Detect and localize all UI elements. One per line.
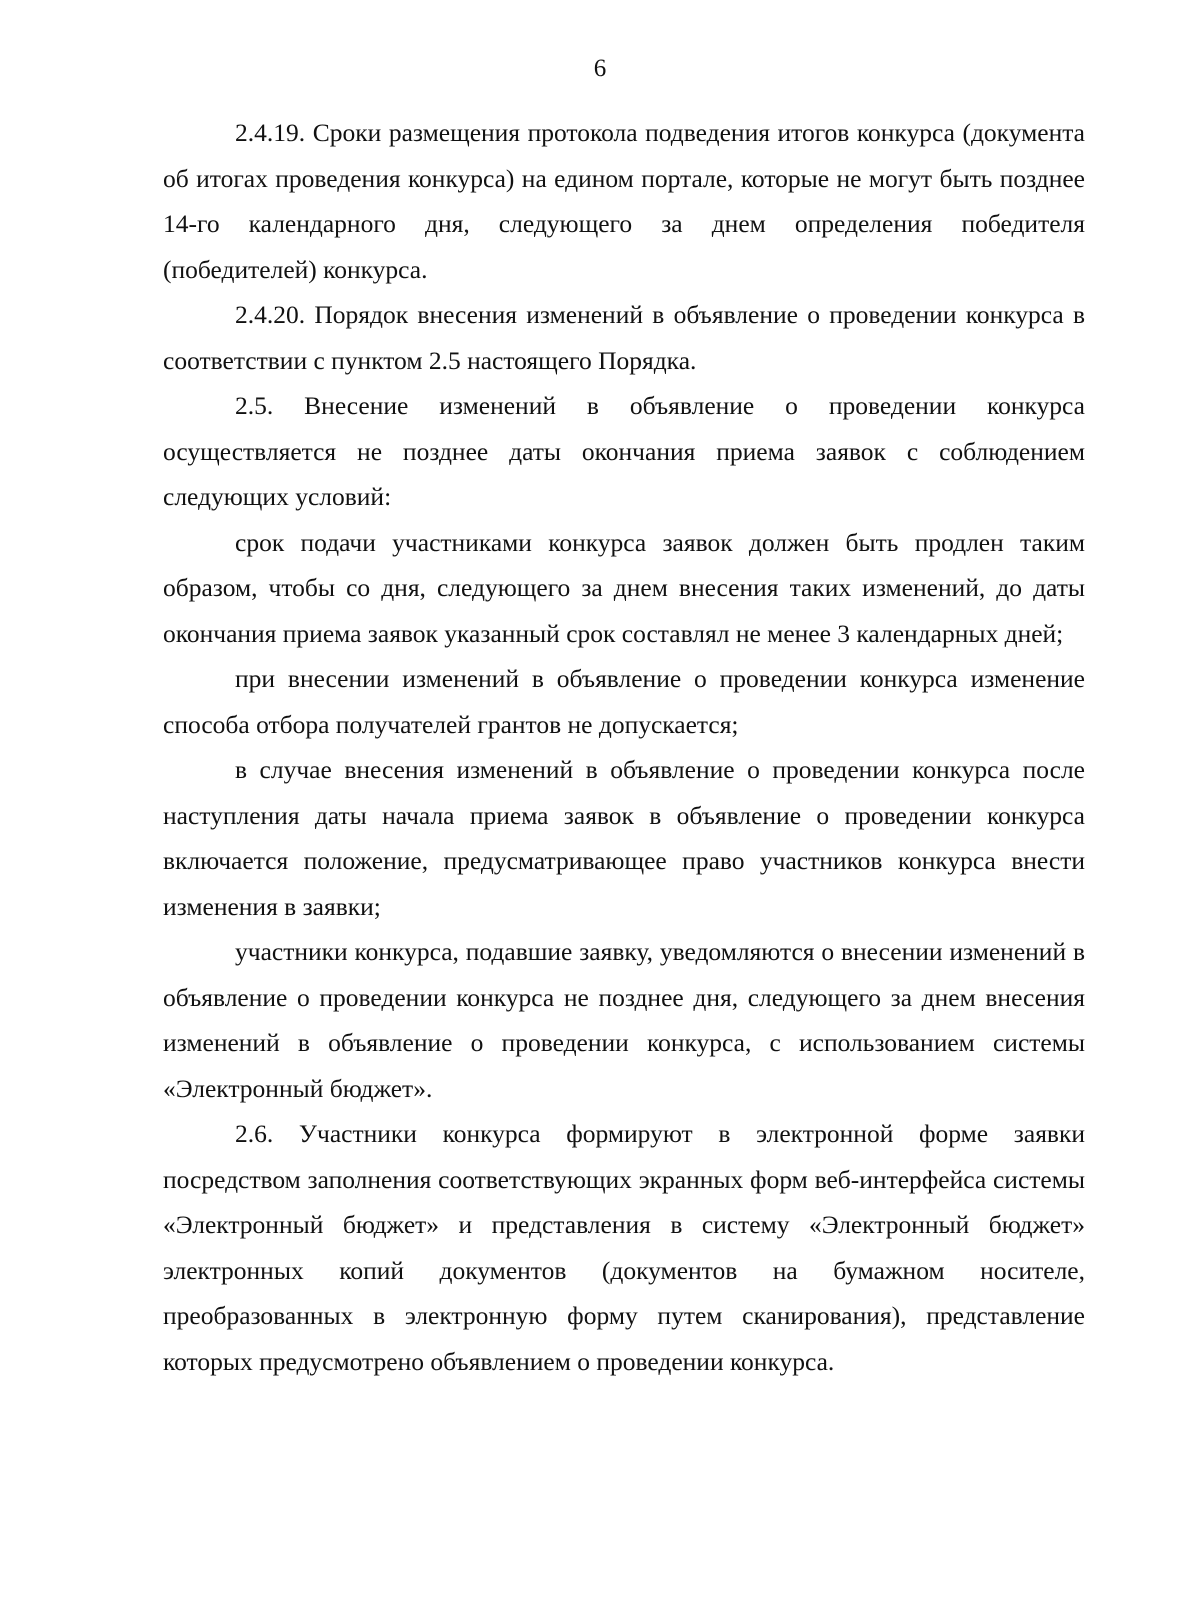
paragraph-2-6: 2.6. Участники конкурса формируют в электронной форме заявки посредством заполнения соответствующих экранных форм веб-интерфейса системы «Электронный бюджет» и представления в систему «Электронный бюджет» электронных копий документов (документов на бумажном носителе, преобразованных в электронную форму путем сканирования), представление которых предусмотрено объявлением о проведении конкурса. (163, 1119, 1085, 1376)
page-number: 6 (593, 55, 607, 82)
paragraph-condition-notification: участники конкурса, подавшие заявку, уведомляются о внесении изменений в объявление о проведении конкурса не позднее дня, следующего за днем внесения изменений в объявление о проведении конкурса, с использованием системы «Электронный бюджет». (163, 937, 1085, 1103)
paragraph-condition-amendment: в случае внесения изменений в объявление о проведении конкурса после наступления даты начала приема заявок в объявление о проведении конкурса включается положение, предусматривающее право участников конкурса внести изменения в заявки; (163, 755, 1085, 921)
document-body (163, 110, 1085, 1384)
paragraph-condition-method: при внесении изменений в объявление о проведении конкурса изменение способа отбора получателей грантов не допускается; (163, 664, 1085, 739)
paragraph-2-5: 2.5. Внесение изменений в объявление о проведении конкурса осуществляется не позднее даты окончания приема заявок с соблюдением следующих условий: (163, 391, 1085, 511)
paragraph-2-4-19: 2.4.19. Сроки размещения протокола подведения итогов конкурса (документа об итогах проведения конкурса) на едином портале, которые не могут быть позднее 14-го календарного дня, следующего за днем определения победителя (победителей) конкурса. (163, 118, 1085, 284)
paragraph-condition-deadline: срок подачи участниками конкурса заявок должен быть продлен таким образом, чтобы со дня, следующего за днем внесения таких изменений, до даты окончания приема заявок указанный срок составлял не менее 3 календарных дней; (163, 527, 1085, 648)
paragraph-2-4-20: 2.4.20. Порядок внесения изменений в объявление о проведении конкурса в соответствии с пунктом 2.5 настоящего Порядка. (163, 300, 1085, 375)
